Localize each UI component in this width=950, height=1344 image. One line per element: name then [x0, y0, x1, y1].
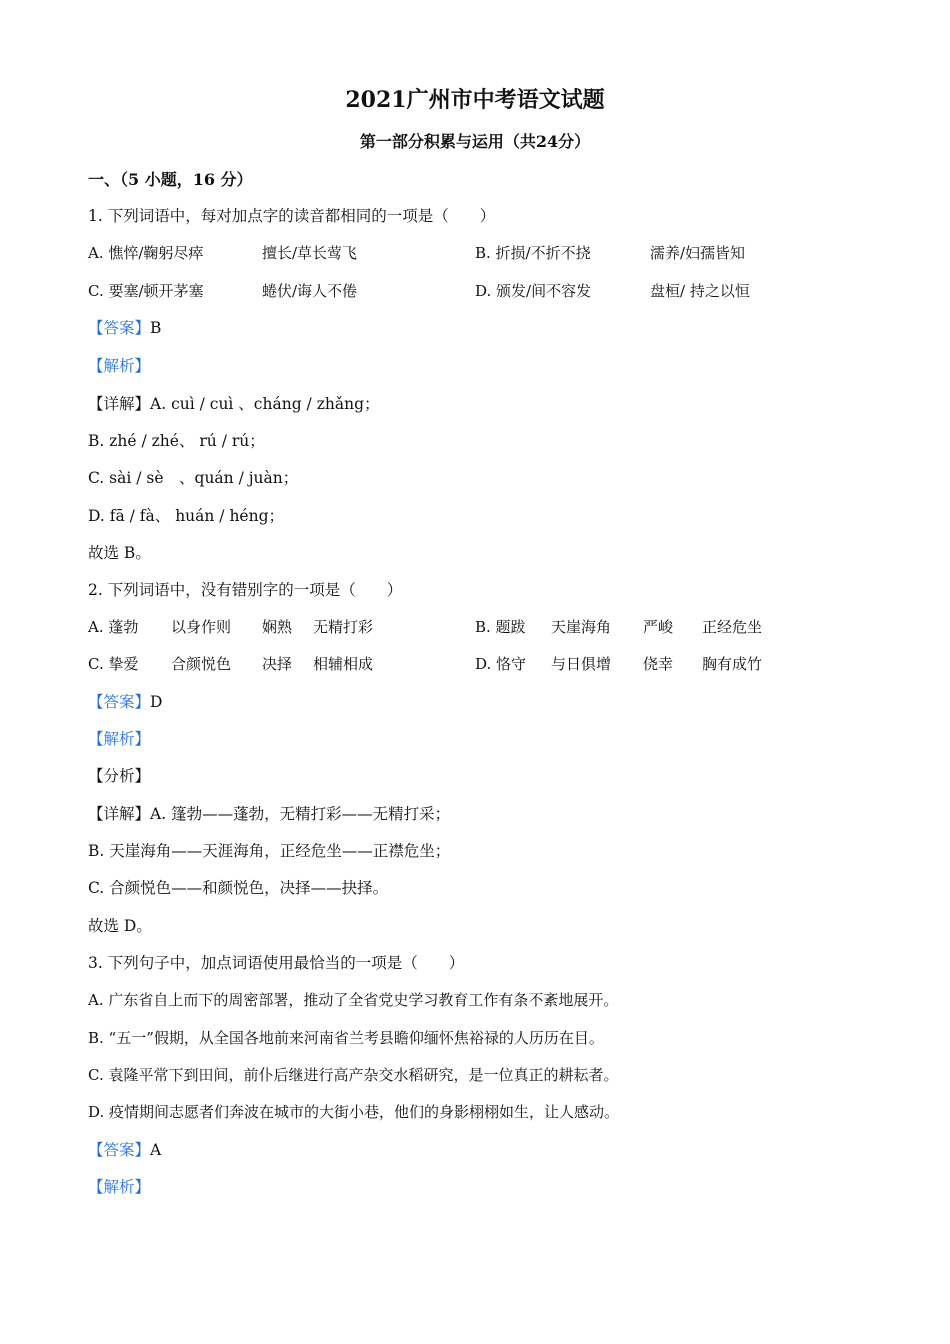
q1-option-a-word1: A. 憔悴/鞠躬尽瘁 [88, 244, 204, 262]
detail-tag: 【详解】 [88, 805, 151, 823]
q2-option-c-word2: 合颜悦色 [171, 655, 232, 673]
q3-answer [88, 1140, 161, 1160]
q1-detail-a [88, 394, 380, 414]
q3-stem: 3. 下列句子中，加点词语使用最恰当的一项是（ ） [88, 954, 465, 972]
analysis-tag: 【解析】 [88, 1178, 151, 1196]
q2-option-c-word3: 决择 [262, 655, 293, 673]
analysis-tag: 【解析】 [88, 730, 151, 748]
q2-option-b-word3: 严峻 [643, 618, 674, 636]
q2-option-c-word4: 相辅相成 [313, 655, 374, 673]
q2-detail-a [88, 804, 450, 824]
q1-option-d-word2: 盘桓/ 持之以恒 [650, 282, 750, 300]
q3-option-c: C. 袁隆平常下到田间，前仆后继进行高产杂交水稻研究，是一位真正的耕耘者。 [88, 1066, 619, 1084]
q2-option-a-word2: 以身作则 [171, 618, 232, 636]
q3-answer-value: A [150, 1141, 162, 1159]
q1-answer-value: B [150, 319, 162, 337]
q2-fenxi-tag: 【分析】 [88, 767, 151, 785]
answer-tag: 【答案】 [88, 693, 151, 711]
q2-option-b-word2: 天崖海角 [551, 618, 612, 636]
q1-detail-c: C. sài / sè 、quán / juàn； [88, 469, 299, 487]
q2-option-b-word1: B. 题跋 [475, 618, 526, 636]
q3-analysis-tag [88, 1177, 150, 1197]
answer-tag: 【答案】 [88, 319, 151, 337]
q2-conclusion: 故选 D。 [88, 917, 152, 935]
q1-option-d-word1: D. 颁发/间不容发 [475, 282, 592, 300]
q3-option-b: B. “五一”假期，从全国各地前来河南省兰考县瞻仰缅怀焦裕禄的人历历在目。 [88, 1029, 604, 1047]
q2-detail-b: B. 天崖海角——天涯海角，正经危坐——正襟危坐； [88, 842, 451, 860]
q1-answer [88, 318, 161, 338]
q1-option-c-word2: 蜷伏/诲人不倦 [262, 282, 358, 300]
q1-detail-b: B. zhé / zhé、 rú / rú； [88, 432, 265, 450]
q2-answer [88, 692, 162, 712]
q1-detail-a-text: A. cuì / cuì 、cháng / zhǎng； [150, 395, 380, 413]
q2-option-a-word1: A. 蓬勃 [88, 618, 139, 636]
q1-stem: 1. 下列词语中，每对加点字的读音都相同的一项是（ ） [88, 207, 496, 225]
page-subtitle: 第一部分积累与运用（共24分） [359, 132, 591, 151]
q1-option-a-word2: 擅长/草长莺飞 [262, 244, 358, 262]
q2-detail-a-text: A. 篷勃——蓬勃，无精打彩——无精打采； [150, 805, 451, 823]
q2-option-a-word4: 无精打彩 [313, 618, 374, 636]
section-heading: 一、（5 小题，16 分） [88, 170, 253, 189]
q2-option-d-word4: 胸有成竹 [702, 655, 763, 673]
analysis-tag: 【解析】 [88, 357, 151, 375]
q1-conclusion: 故选 B。 [88, 544, 151, 562]
q2-option-a-word3: 娴熟 [262, 618, 293, 636]
q2-detail-c: C. 合颜悦色——和颜悦色，决择——抉择。 [88, 879, 389, 897]
q2-analysis-tag [88, 729, 150, 749]
detail-tag: 【详解】 [88, 395, 151, 413]
q3-option-a: A. 广东省自上而下的周密部署，推动了全省党史学习教育工作有条不紊地展开。 [88, 991, 619, 1009]
q1-option-b-word2: 濡养/妇孺皆知 [650, 244, 746, 262]
page-title: 2021广州市中考语文试题 [345, 87, 605, 113]
q2-option-c-word1: C. 挚爱 [88, 655, 139, 673]
q1-option-c-word1: C. 要塞/顿开茅塞 [88, 282, 204, 300]
q1-analysis-tag [88, 356, 150, 376]
q3-option-d: D. 疫情期间志愿者们奔波在城市的大街小巷，他们的身影栩栩如生，让人感动。 [88, 1103, 620, 1121]
q2-option-d-word1: D. 恪守 [475, 655, 527, 673]
answer-tag: 【答案】 [88, 1141, 151, 1159]
q1-detail-d: D. fā / fà、 huán / héng； [88, 507, 285, 525]
q2-answer-value: D [150, 693, 163, 711]
q2-option-d-word2: 与日俱增 [551, 655, 612, 673]
q2-option-d-word3: 侥幸 [643, 655, 674, 673]
q2-stem: 2. 下列词语中，没有错别字的一项是（ ） [88, 581, 403, 599]
q1-option-b-word1: B. 折损/不折不挠 [475, 244, 591, 262]
q2-option-b-word4: 正经危坐 [702, 618, 763, 636]
